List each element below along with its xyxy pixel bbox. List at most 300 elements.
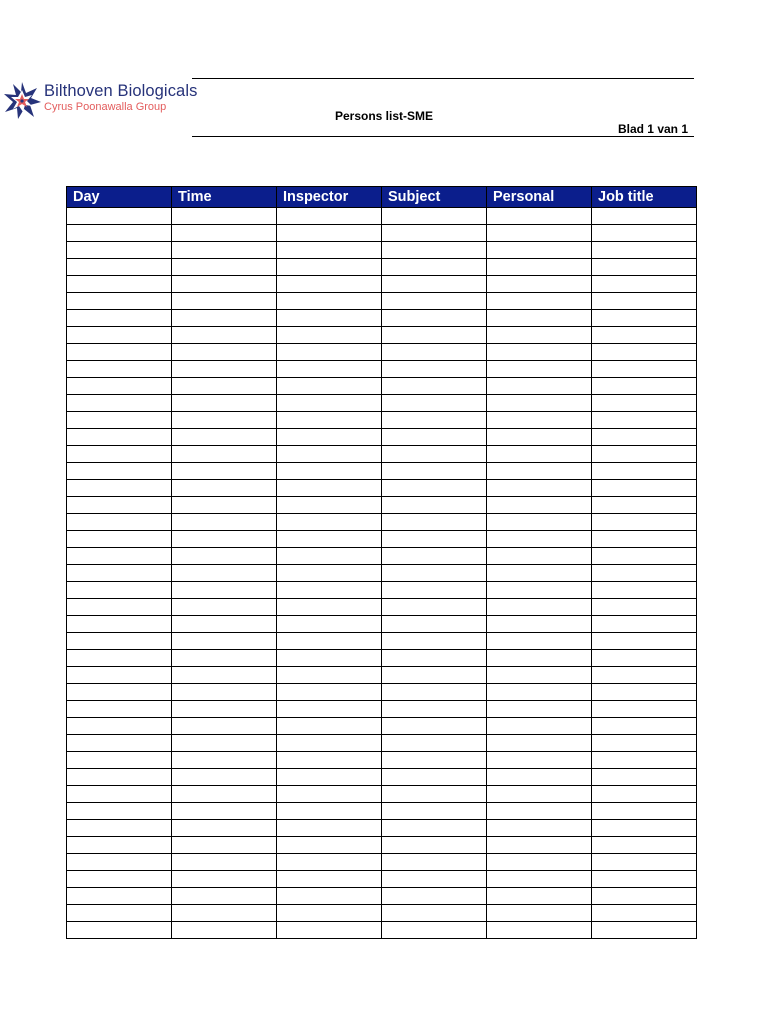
table-cell[interactable]	[172, 667, 277, 684]
table-cell[interactable]	[172, 463, 277, 480]
table-cell[interactable]	[487, 599, 592, 616]
table-cell[interactable]	[487, 786, 592, 803]
table-row	[67, 650, 697, 667]
table-cell[interactable]	[277, 344, 382, 361]
table-cell[interactable]	[592, 276, 697, 293]
table-cell[interactable]	[172, 225, 277, 242]
table-cell[interactable]	[172, 259, 277, 276]
table-cell[interactable]	[592, 344, 697, 361]
table-cell[interactable]	[487, 446, 592, 463]
table-cell[interactable]	[172, 412, 277, 429]
table-cell[interactable]	[382, 565, 487, 582]
table-row	[67, 922, 697, 939]
table-cell[interactable]	[172, 548, 277, 565]
table-cell[interactable]	[172, 208, 277, 225]
table-cell[interactable]	[172, 650, 277, 667]
table-cell[interactable]	[382, 259, 487, 276]
table-cell[interactable]	[592, 752, 697, 769]
table-row	[67, 582, 697, 599]
table-cell[interactable]	[172, 752, 277, 769]
table-cell[interactable]	[277, 735, 382, 752]
table-cell[interactable]	[382, 871, 487, 888]
table-cell[interactable]	[382, 242, 487, 259]
table-cell[interactable]	[592, 548, 697, 565]
table-cell[interactable]	[487, 922, 592, 939]
table-cell[interactable]	[277, 395, 382, 412]
table-cell[interactable]	[172, 769, 277, 786]
table-cell[interactable]	[172, 429, 277, 446]
table-cell[interactable]	[382, 752, 487, 769]
table-cell[interactable]	[67, 871, 172, 888]
table-row	[67, 616, 697, 633]
table-cell[interactable]	[487, 616, 592, 633]
table-cell[interactable]	[277, 208, 382, 225]
table-cell[interactable]	[592, 242, 697, 259]
table-cell[interactable]	[382, 667, 487, 684]
table-cell[interactable]	[67, 718, 172, 735]
table-cell[interactable]	[592, 361, 697, 378]
table-cell[interactable]	[592, 327, 697, 344]
table-cell[interactable]	[67, 327, 172, 344]
table-cell[interactable]	[592, 446, 697, 463]
table-cell[interactable]	[172, 633, 277, 650]
table-cell[interactable]	[67, 412, 172, 429]
table-cell[interactable]	[487, 905, 592, 922]
table-row	[67, 548, 697, 565]
table-cell[interactable]	[487, 259, 592, 276]
table-cell[interactable]	[382, 208, 487, 225]
table-cell[interactable]	[592, 803, 697, 820]
table-cell[interactable]	[172, 854, 277, 871]
table-row	[67, 718, 697, 735]
table-cell[interactable]	[172, 684, 277, 701]
table-cell[interactable]	[592, 871, 697, 888]
table-cell[interactable]	[592, 769, 697, 786]
table-cell[interactable]	[277, 446, 382, 463]
table-cell[interactable]	[382, 480, 487, 497]
table-cell[interactable]	[277, 582, 382, 599]
table-cell[interactable]	[172, 242, 277, 259]
table-cell[interactable]	[382, 633, 487, 650]
table-cell[interactable]	[67, 752, 172, 769]
table-cell[interactable]	[67, 820, 172, 837]
table-cell[interactable]	[592, 701, 697, 718]
table-cell[interactable]	[172, 616, 277, 633]
column-header-personal: Personal	[487, 187, 592, 208]
table-cell[interactable]	[592, 310, 697, 327]
table-cell[interactable]	[67, 888, 172, 905]
table-cell[interactable]	[67, 803, 172, 820]
table-cell[interactable]	[487, 242, 592, 259]
table-cell[interactable]	[592, 531, 697, 548]
table-cell[interactable]	[67, 310, 172, 327]
table-cell[interactable]	[277, 242, 382, 259]
table-cell[interactable]	[67, 531, 172, 548]
table-row	[67, 667, 697, 684]
table-cell[interactable]	[487, 701, 592, 718]
table-cell[interactable]	[487, 395, 592, 412]
table-cell[interactable]	[487, 769, 592, 786]
table-cell[interactable]	[382, 548, 487, 565]
table-cell[interactable]	[592, 633, 697, 650]
table-cell[interactable]	[382, 888, 487, 905]
table-cell[interactable]	[172, 888, 277, 905]
table-row	[67, 378, 697, 395]
table-cell[interactable]	[277, 378, 382, 395]
table-row	[67, 395, 697, 412]
table-cell[interactable]	[487, 633, 592, 650]
table-cell[interactable]	[487, 854, 592, 871]
table-cell[interactable]	[592, 888, 697, 905]
table-cell[interactable]	[277, 786, 382, 803]
table-cell[interactable]	[277, 480, 382, 497]
table-cell[interactable]	[592, 905, 697, 922]
table-cell[interactable]	[487, 480, 592, 497]
table-cell[interactable]	[487, 582, 592, 599]
table-cell[interactable]	[592, 378, 697, 395]
table-cell[interactable]	[592, 208, 697, 225]
table-cell[interactable]	[382, 582, 487, 599]
table-cell[interactable]	[67, 616, 172, 633]
table-cell[interactable]	[67, 667, 172, 684]
table-cell[interactable]	[172, 514, 277, 531]
table-cell[interactable]	[487, 531, 592, 548]
table-cell[interactable]	[382, 361, 487, 378]
table-cell[interactable]	[382, 395, 487, 412]
table-cell[interactable]	[67, 429, 172, 446]
table-cell[interactable]	[67, 582, 172, 599]
table-cell[interactable]	[277, 922, 382, 939]
logo-group-name: Cyrus Poonawalla Group	[44, 101, 167, 113]
table-row	[67, 497, 697, 514]
table-cell[interactable]	[172, 327, 277, 344]
table-cell[interactable]	[592, 837, 697, 854]
table-row	[67, 599, 697, 616]
table-cell[interactable]	[172, 361, 277, 378]
table-cell[interactable]	[382, 905, 487, 922]
header-bottom-rule	[192, 136, 694, 137]
table-cell[interactable]	[172, 395, 277, 412]
table-cell[interactable]	[277, 633, 382, 650]
table-cell[interactable]	[67, 769, 172, 786]
header-top-rule	[192, 78, 694, 79]
table-cell[interactable]	[172, 582, 277, 599]
table-cell[interactable]	[172, 276, 277, 293]
table-cell[interactable]	[277, 293, 382, 310]
table-cell[interactable]	[487, 667, 592, 684]
table-cell[interactable]	[172, 820, 277, 837]
table-cell[interactable]	[382, 531, 487, 548]
table-cell[interactable]	[382, 446, 487, 463]
table-cell[interactable]	[382, 429, 487, 446]
table-cell[interactable]	[67, 514, 172, 531]
table-cell[interactable]	[592, 684, 697, 701]
table-cell[interactable]	[277, 310, 382, 327]
table-row	[67, 514, 697, 531]
table-cell[interactable]	[172, 922, 277, 939]
table-cell[interactable]	[382, 769, 487, 786]
table-cell[interactable]	[382, 276, 487, 293]
table-cell[interactable]	[592, 259, 697, 276]
table-cell[interactable]	[67, 378, 172, 395]
table-cell[interactable]	[592, 514, 697, 531]
table-cell[interactable]	[487, 208, 592, 225]
table-cell[interactable]	[487, 684, 592, 701]
table-row	[67, 327, 697, 344]
table-cell[interactable]	[277, 820, 382, 837]
table-cell[interactable]	[172, 293, 277, 310]
table-cell[interactable]	[277, 599, 382, 616]
table-cell[interactable]	[172, 837, 277, 854]
table-cell[interactable]	[382, 922, 487, 939]
table-row	[67, 565, 697, 582]
table-cell[interactable]	[172, 599, 277, 616]
table-cell[interactable]	[592, 922, 697, 939]
table-cell[interactable]	[382, 837, 487, 854]
table-cell[interactable]	[592, 565, 697, 582]
table-row	[67, 344, 697, 361]
table-row	[67, 888, 697, 905]
table-row	[67, 905, 697, 922]
table-cell[interactable]	[487, 752, 592, 769]
table-cell[interactable]	[277, 752, 382, 769]
table-cell[interactable]	[487, 344, 592, 361]
table-cell[interactable]	[382, 820, 487, 837]
table-cell[interactable]	[487, 514, 592, 531]
table-cell[interactable]	[67, 786, 172, 803]
table-cell[interactable]	[487, 412, 592, 429]
table-row	[67, 259, 697, 276]
table-cell[interactable]	[67, 735, 172, 752]
table-row	[67, 361, 697, 378]
table-cell[interactable]	[592, 395, 697, 412]
table-cell[interactable]	[67, 599, 172, 616]
table-cell[interactable]	[67, 344, 172, 361]
table-cell[interactable]	[487, 276, 592, 293]
table-cell[interactable]	[172, 344, 277, 361]
table-cell[interactable]	[592, 599, 697, 616]
table-cell[interactable]	[592, 667, 697, 684]
table-cell[interactable]	[382, 327, 487, 344]
table-cell[interactable]	[172, 480, 277, 497]
table-cell[interactable]	[382, 344, 487, 361]
table-cell[interactable]	[592, 293, 697, 310]
table-cell[interactable]	[277, 548, 382, 565]
table-cell[interactable]	[277, 888, 382, 905]
table-cell[interactable]	[67, 259, 172, 276]
table-cell[interactable]	[67, 480, 172, 497]
table-cell[interactable]	[277, 276, 382, 293]
table-cell[interactable]	[382, 718, 487, 735]
column-header-job-title: Job title	[592, 187, 697, 208]
table-cell[interactable]	[67, 701, 172, 718]
table-cell[interactable]	[382, 786, 487, 803]
table-cell[interactable]	[592, 480, 697, 497]
table-cell[interactable]	[592, 820, 697, 837]
table-cell[interactable]	[487, 327, 592, 344]
logo-company-name: Bilthoven Biologicals	[44, 82, 198, 100]
table-cell[interactable]	[67, 650, 172, 667]
table-cell[interactable]	[277, 650, 382, 667]
table-cell[interactable]	[67, 361, 172, 378]
table-row	[67, 480, 697, 497]
table-cell[interactable]	[277, 769, 382, 786]
table-cell[interactable]	[487, 718, 592, 735]
table-row	[67, 242, 697, 259]
table-cell[interactable]	[67, 276, 172, 293]
table-cell[interactable]	[487, 837, 592, 854]
table-cell[interactable]	[382, 650, 487, 667]
table-cell[interactable]	[487, 548, 592, 565]
table-body	[67, 208, 697, 939]
column-header-inspector: Inspector	[277, 187, 382, 208]
table-cell[interactable]	[487, 463, 592, 480]
table-row	[67, 769, 697, 786]
table-cell[interactable]	[382, 854, 487, 871]
table-cell[interactable]	[277, 718, 382, 735]
table-cell[interactable]	[382, 310, 487, 327]
table-cell[interactable]	[382, 616, 487, 633]
table-cell[interactable]	[172, 701, 277, 718]
table-cell[interactable]	[277, 361, 382, 378]
table-cell[interactable]	[277, 497, 382, 514]
table-cell[interactable]	[67, 565, 172, 582]
table-cell[interactable]	[487, 871, 592, 888]
table-row	[67, 684, 697, 701]
table-cell[interactable]	[172, 531, 277, 548]
table-cell[interactable]	[382, 684, 487, 701]
table-cell[interactable]	[487, 565, 592, 582]
table-cell[interactable]	[67, 854, 172, 871]
table-cell[interactable]	[277, 259, 382, 276]
table-cell[interactable]	[277, 565, 382, 582]
table-row	[67, 531, 697, 548]
table-cell[interactable]	[592, 718, 697, 735]
table-cell[interactable]	[277, 803, 382, 820]
table-cell[interactable]	[67, 293, 172, 310]
table-cell[interactable]	[487, 293, 592, 310]
table-cell[interactable]	[382, 412, 487, 429]
table-cell[interactable]	[592, 582, 697, 599]
table-cell[interactable]	[277, 701, 382, 718]
table-cell[interactable]	[67, 922, 172, 939]
table-cell[interactable]	[487, 650, 592, 667]
table-cell[interactable]	[592, 735, 697, 752]
table-cell[interactable]	[277, 429, 382, 446]
table-row	[67, 837, 697, 854]
table-cell[interactable]	[382, 514, 487, 531]
table-row	[67, 225, 697, 242]
table-cell[interactable]	[382, 497, 487, 514]
table-cell[interactable]	[67, 905, 172, 922]
table-cell[interactable]	[277, 905, 382, 922]
table-cell[interactable]	[277, 463, 382, 480]
table-cell[interactable]	[277, 667, 382, 684]
table-cell[interactable]	[487, 361, 592, 378]
table-cell[interactable]	[172, 718, 277, 735]
table-cell[interactable]	[592, 497, 697, 514]
table-cell[interactable]	[277, 684, 382, 701]
table-cell[interactable]	[172, 803, 277, 820]
table-cell[interactable]	[592, 463, 697, 480]
table-cell[interactable]	[487, 888, 592, 905]
table-cell[interactable]	[172, 735, 277, 752]
table-cell[interactable]	[277, 837, 382, 854]
table-cell[interactable]	[172, 446, 277, 463]
table-cell[interactable]	[67, 395, 172, 412]
table-cell[interactable]	[67, 633, 172, 650]
table-cell[interactable]	[67, 463, 172, 480]
table-cell[interactable]	[172, 565, 277, 582]
table-row	[67, 208, 697, 225]
table-cell[interactable]	[592, 225, 697, 242]
table-cell[interactable]	[67, 446, 172, 463]
table-cell[interactable]	[382, 293, 487, 310]
table-cell[interactable]	[277, 514, 382, 531]
table-cell[interactable]	[67, 548, 172, 565]
table-cell[interactable]	[487, 497, 592, 514]
table-cell[interactable]	[67, 497, 172, 514]
table-cell[interactable]	[382, 378, 487, 395]
table-cell[interactable]	[487, 378, 592, 395]
table-cell[interactable]	[67, 684, 172, 701]
table-cell[interactable]	[487, 225, 592, 242]
table-cell[interactable]	[277, 327, 382, 344]
table-cell[interactable]	[172, 378, 277, 395]
table-cell[interactable]	[592, 650, 697, 667]
table-cell[interactable]	[382, 803, 487, 820]
table-cell[interactable]	[382, 701, 487, 718]
table-cell[interactable]	[172, 786, 277, 803]
column-header-subject: Subject	[382, 187, 487, 208]
table-row	[67, 310, 697, 327]
table-cell[interactable]	[277, 225, 382, 242]
table-cell[interactable]	[592, 616, 697, 633]
table-cell[interactable]	[382, 599, 487, 616]
table-cell[interactable]	[382, 225, 487, 242]
table-cell[interactable]	[67, 242, 172, 259]
table-cell[interactable]	[67, 208, 172, 225]
page-counter: Blad 1 van 1	[617, 122, 688, 136]
table-cell[interactable]	[592, 412, 697, 429]
table-cell[interactable]	[172, 310, 277, 327]
table-row	[67, 820, 697, 837]
table-row	[67, 633, 697, 650]
table-cell[interactable]	[172, 871, 277, 888]
table-cell[interactable]	[277, 854, 382, 871]
table-cell[interactable]	[487, 803, 592, 820]
table-cell[interactable]	[487, 735, 592, 752]
table-cell[interactable]	[277, 531, 382, 548]
table-cell[interactable]	[277, 871, 382, 888]
table-cell[interactable]	[487, 429, 592, 446]
table-cell[interactable]	[487, 820, 592, 837]
table-cell[interactable]	[487, 310, 592, 327]
table-header-row	[67, 187, 697, 208]
table-cell[interactable]	[382, 463, 487, 480]
table-cell[interactable]	[172, 905, 277, 922]
table-cell[interactable]	[67, 837, 172, 854]
table-row	[67, 803, 697, 820]
table-cell[interactable]	[382, 735, 487, 752]
table-cell[interactable]	[277, 616, 382, 633]
table-cell[interactable]	[592, 854, 697, 871]
table-cell[interactable]	[67, 225, 172, 242]
table-cell[interactable]	[277, 412, 382, 429]
table-cell[interactable]	[592, 429, 697, 446]
table-cell[interactable]	[172, 497, 277, 514]
table-cell[interactable]	[592, 786, 697, 803]
